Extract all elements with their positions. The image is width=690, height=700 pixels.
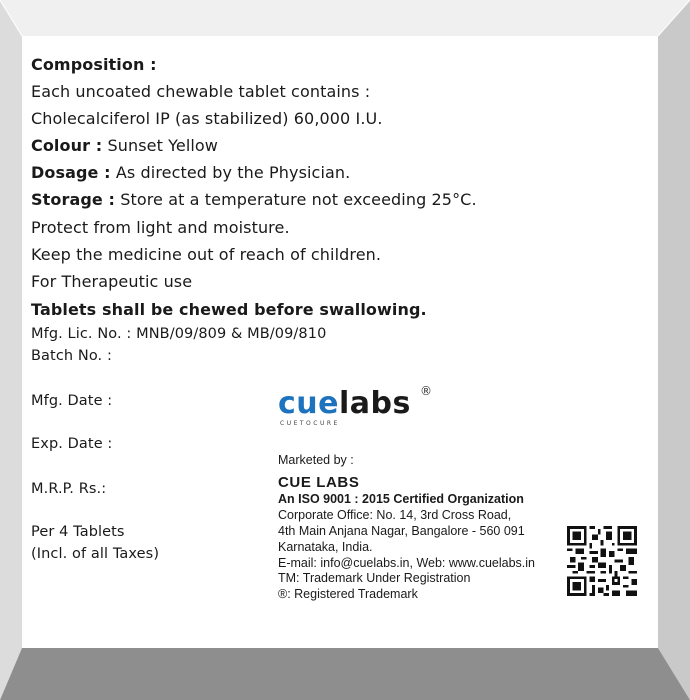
therapeutic-line: For Therapeutic use [31,272,193,291]
company-name: CUE LABS [278,474,360,491]
batch-number: Batch No. : [31,348,112,364]
composition-line-1: Each uncoated chewable tablet contains : [31,82,371,101]
colour-line: Colour : Sunset Yellow [31,136,218,155]
address-line-1: Corporate Office: No. 14, 3rd Cross Road, [278,508,512,522]
storage-line: Storage : Store at a temperature not exceeding 25°C. [31,190,477,209]
keep-away-line: Keep the medicine out of reach of children. [31,245,382,264]
qr-code-icon [567,526,637,596]
dosage-line: Dosage : As directed by the Physician. [31,163,351,182]
mrp: M.R.P. Rs.: [31,481,107,497]
per-tablets: Per 4 Tablets [31,524,125,540]
logo-tagline: CUETOCURE [280,420,340,427]
marketed-by: Marketed by : [278,453,354,467]
composition-heading: Composition : [31,55,157,74]
contact-line: E-mail: info@cuelabs.in, Web: www.cuelabs.in [278,556,536,570]
protect-line: Protect from light and moisture. [31,218,290,237]
address-line-2: 4th Main Anjana Nagar, Bangalore - 560 091 [278,524,525,538]
trademark-note: TM: Trademark Under Registration [278,571,471,585]
registered-note: ®: Registered Trademark [278,587,418,601]
mfg-licence: Mfg. Lic. No. : MNB/09/809 & MB/09/810 [31,326,327,342]
address-line-3: Karnataka, India. [278,540,373,554]
incl-taxes: (Incl. of all Taxes) [31,546,160,562]
cuelabs-logo: cuelabs ® CUETOCURE [278,384,432,427]
iso-certification: An ISO 9001 : 2015 Certified Organization [278,492,524,506]
mfg-date: Mfg. Date : [31,393,113,409]
chew-warning: Tablets shall be chewed before swallowing. [31,300,427,319]
exp-date: Exp. Date : [31,436,113,452]
composition-line-2: Cholecalciferol IP (as stabilized) 60,000 I.U. [31,109,383,128]
registered-mark: ® [420,384,432,398]
